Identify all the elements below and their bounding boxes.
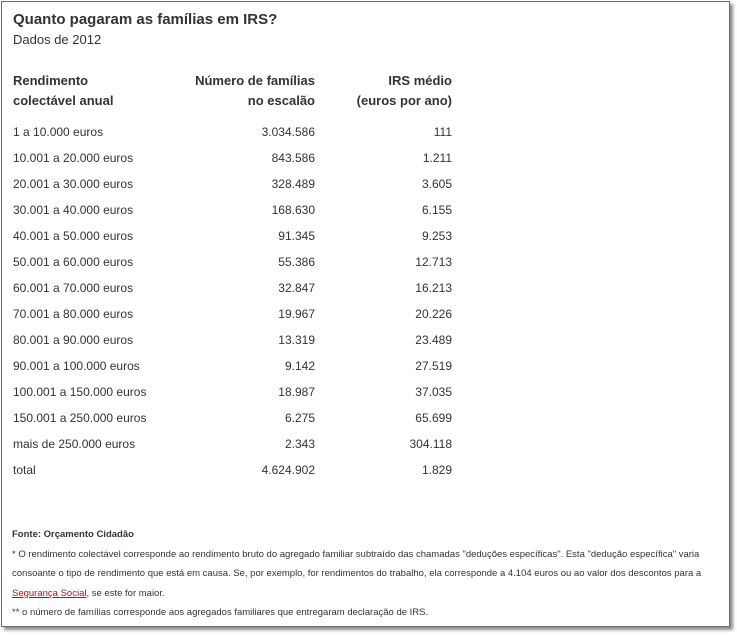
families-count-cell: 168.630 — [271, 203, 315, 217]
footnotes — [12, 525, 724, 623]
table-row — [12, 249, 452, 275]
avg-irs-cell: 37.035 — [415, 385, 452, 399]
table-row — [12, 119, 452, 145]
total-label-cell: total — [13, 463, 36, 477]
footnote-text: , se este for maior. — [86, 587, 165, 599]
income-bracket-cell: mais de 250.000 euros — [13, 437, 136, 451]
header-line: colectável anual — [13, 93, 114, 108]
families-count-cell: 9.142 — [284, 359, 315, 373]
total-avg-irs-cell: 1.829 — [421, 463, 452, 477]
income-bracket-cell: 80.001 a 90.000 euros — [13, 333, 134, 347]
families-count-cell: 2.343 — [284, 437, 315, 451]
income-bracket-cell: 10.001 a 20.000 euros — [13, 151, 134, 165]
table-row — [12, 145, 452, 171]
income-bracket-cell: 40.001 a 50.000 euros — [13, 229, 134, 243]
avg-irs-cell: 23.489 — [415, 333, 452, 347]
avg-irs-cell: 27.519 — [415, 359, 452, 373]
social-security-link[interactable]: Segurança Social — [12, 587, 87, 599]
footnote-taxable-income — [12, 545, 724, 604]
income-bracket-cell: 100.001 a 150.000 euros — [13, 385, 147, 399]
table-row — [12, 223, 452, 249]
avg-irs-cell: 6.155 — [421, 203, 452, 217]
families-count-cell: 6.275 — [284, 411, 315, 425]
footnote-families: ** o número de famílias corresponde aos agregados familiares que entregaram declaração de IRS. — [12, 607, 429, 618]
families-count-cell: 55.386 — [278, 255, 315, 269]
families-count-cell: 13.319 — [278, 333, 315, 347]
families-count-cell: 91.345 — [278, 229, 315, 243]
avg-irs-cell: 12.713 — [415, 255, 452, 269]
table-row — [12, 197, 452, 223]
table-row — [12, 301, 452, 327]
column-header-families — [187, 70, 315, 119]
page-subtitle: Dados de 2012 — [13, 32, 102, 47]
avg-irs-cell: 65.699 — [415, 411, 452, 425]
avg-irs-cell: 20.226 — [415, 307, 452, 321]
header-line: (euros por ano) — [356, 93, 452, 108]
avg-irs-cell: 16.213 — [415, 281, 452, 295]
table-row — [12, 275, 452, 301]
irs-table — [12, 70, 452, 483]
income-bracket-cell: 50.001 a 60.000 euros — [13, 255, 134, 269]
families-count-cell: 843.586 — [271, 151, 315, 165]
header-line: Rendimento — [13, 73, 89, 88]
header-line: Número de famílias — [195, 73, 315, 88]
income-bracket-cell: 150.001 a 250.000 euros — [13, 411, 147, 425]
header-line: no escalão — [247, 93, 315, 108]
families-count-cell: 32.847 — [278, 281, 315, 295]
avg-irs-cell: 111 — [433, 125, 452, 139]
page-title: Quanto pagaram as famílias em IRS? — [13, 11, 278, 28]
table-row — [12, 379, 452, 405]
avg-irs-cell: 1.211 — [422, 151, 452, 165]
avg-irs-cell: 304.118 — [409, 437, 452, 451]
footnote-text: * O rendimento colectável corresponde ao rendimento bruto do agregado familiar subtraído das chamadas "deduções específicas". Esta "dedução específica" varia consoante o tipo de rendimento que está em causa. Se, por exemplo, for rendimentos do trabalho, ela corresponde a 4.104 euros ou ao valor dos descontos para a — [12, 548, 702, 579]
table-row — [12, 171, 452, 197]
total-families-cell: 4.624.902 — [261, 463, 315, 477]
column-header-avg-irs — [315, 70, 452, 119]
column-header-income — [12, 70, 187, 119]
infographic-frame — [1, 1, 730, 627]
table-row — [12, 431, 452, 457]
income-bracket-cell: 70.001 a 80.000 euros — [13, 307, 134, 321]
families-count-cell: 328.489 — [271, 177, 315, 191]
table-total-row — [12, 457, 452, 483]
families-count-cell: 19.967 — [278, 307, 315, 321]
table-row — [12, 327, 452, 353]
header-line: IRS médio — [388, 73, 452, 88]
avg-irs-cell: 3.605 — [421, 177, 452, 191]
income-bracket-cell: 20.001 a 30.000 euros — [13, 177, 134, 191]
income-bracket-cell: 60.001 a 70.000 euros — [13, 281, 134, 295]
table-row — [12, 405, 452, 431]
families-count-cell: 18.987 — [278, 385, 315, 399]
source-note: Fonte: Orçamento Cidadão — [12, 529, 134, 540]
income-bracket-cell: 1 a 10.000 euros — [13, 125, 104, 139]
avg-irs-cell: 9.253 — [421, 229, 452, 243]
income-bracket-cell: 90.001 a 100.000 euros — [13, 359, 140, 373]
table-header-row — [12, 70, 452, 119]
income-bracket-cell: 30.001 a 40.000 euros — [13, 203, 134, 217]
families-count-cell: 3.034.586 — [261, 125, 315, 139]
table-row — [12, 353, 452, 379]
